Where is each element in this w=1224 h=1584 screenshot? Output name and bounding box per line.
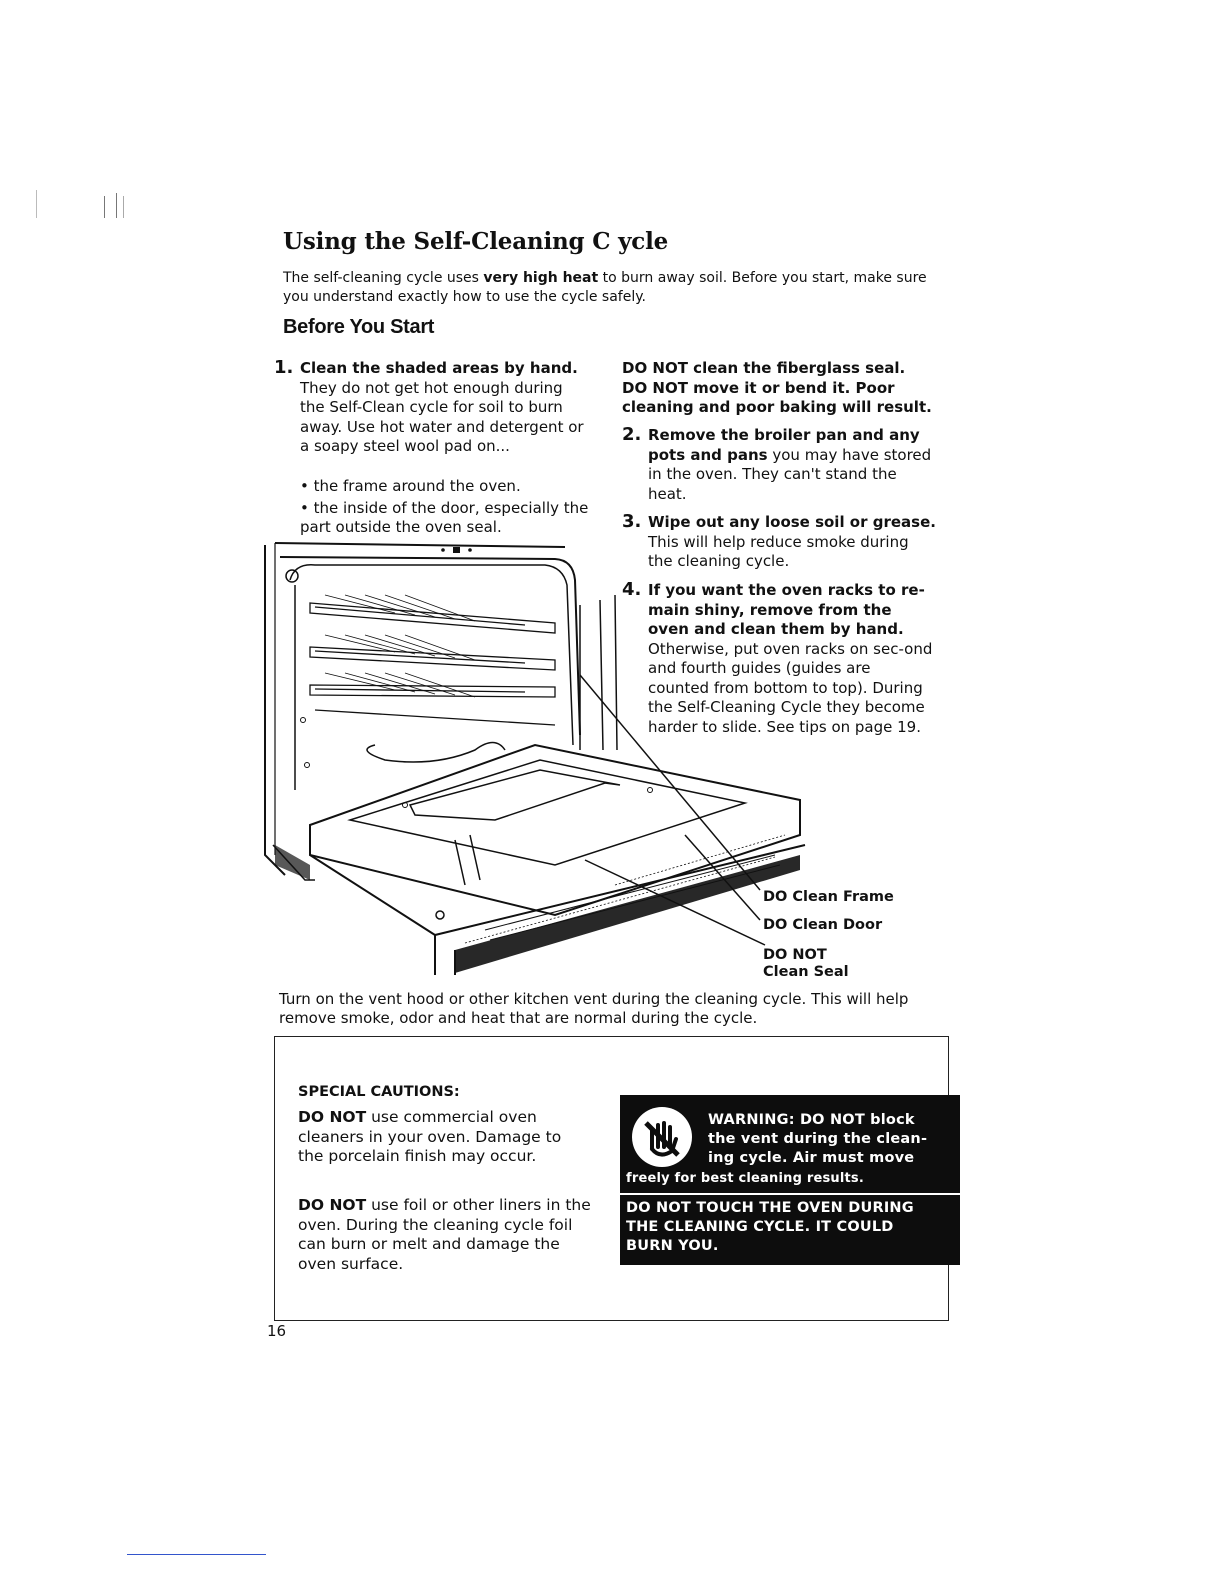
section-heading: Before You Start: [283, 316, 435, 338]
scan-mark: [36, 190, 37, 218]
intro-paragraph: The self-cleaning cycle uses very high heat to burn away soil. Before you start, make sure you understand exactly how to use the cycle safely.: [283, 270, 927, 305]
bullet-door: • the inside of the door, especially the part outside the oven seal.: [300, 499, 589, 536]
footer-rule: [127, 1554, 266, 1555]
step-1: 1. Clean the shaded areas by hand. They do not get hot enough during the Self-Clean cycle for soil to burn away. Use hot water and detergent or a soapy steel wool pad on...: [274, 357, 584, 455]
scan-mark: [123, 196, 124, 218]
scan-mark: [116, 193, 117, 218]
callout-clean-frame: DO Clean Frame: [763, 889, 894, 905]
caution-foil-liners: DO NOT use foil or other liners in the oven. During the cleaning cycle foil can burn or melt and damage the oven surface.: [298, 1196, 591, 1273]
callout-no-clean-seal-1: DO NOT: [763, 947, 827, 963]
hand-warning-icon: [628, 1103, 696, 1171]
step-3: 3. Wipe out any loose soil or grease. This will help reduce smoke during the cleaning cycle.: [622, 511, 936, 570]
step-number: 1.: [274, 357, 294, 378]
step-number: 4.: [622, 579, 642, 600]
warning-line-2: the vent during the clean-: [708, 1131, 928, 1147]
warning-line-3: ing cycle. Air must move: [708, 1150, 915, 1166]
page-title: Using the Self-Cleaning C ycle: [283, 228, 669, 255]
callout-clean-door: DO Clean Door: [763, 917, 883, 933]
warning-do-not-touch: DO NOT TOUCH THE OVEN DURING THE CLEANING CYCLE. IT COULD BURN YOU.: [626, 1200, 914, 1254]
cautions-heading: SPECIAL CAUTIONS:: [298, 1084, 460, 1100]
bullet-frame: • the frame around the oven.: [300, 477, 521, 495]
page-number: 16: [267, 1322, 287, 1340]
scan-mark: [104, 196, 105, 218]
warning-separator: [620, 1193, 960, 1195]
warning-panel: [620, 1095, 960, 1265]
step-number: 3.: [622, 511, 642, 532]
warning-line-1: WARNING: DO NOT block: [708, 1112, 915, 1128]
step-number: 2.: [622, 424, 642, 445]
warning-line-4: freely for best cleaning results.: [626, 1171, 864, 1186]
step-2: 2. Remove the broiler pan and any pots and pans you may have stored in the oven. They can't stand the heat.: [622, 424, 932, 503]
vent-note: Turn on the vent hood or other kitchen vent during the cleaning cycle. This will help remove smoke, odor and heat that are normal during the cycle.: [279, 990, 909, 1027]
caution-oven-cleaners: DO NOT use commercial oven cleaners in your oven. Damage to the porcelain finish may occur.: [298, 1108, 562, 1165]
step-4: 4. If you want the oven racks to re-main shiny, remove from the oven and clean them by hand. Otherwise, put oven racks on sec-ond and fourth guides (guides are counted from bottom to top). During the Self-Cleaning Cycle they become harder to slide. See tips on page 19.: [622, 579, 933, 736]
seal-warning: DO NOT clean the fiberglass seal. DO NOT move it or bend it. Poor cleaning and poor baking will result.: [622, 359, 932, 416]
oven-illustration: [255, 535, 835, 985]
callout-no-clean-seal-2: Clean Seal: [763, 964, 849, 980]
